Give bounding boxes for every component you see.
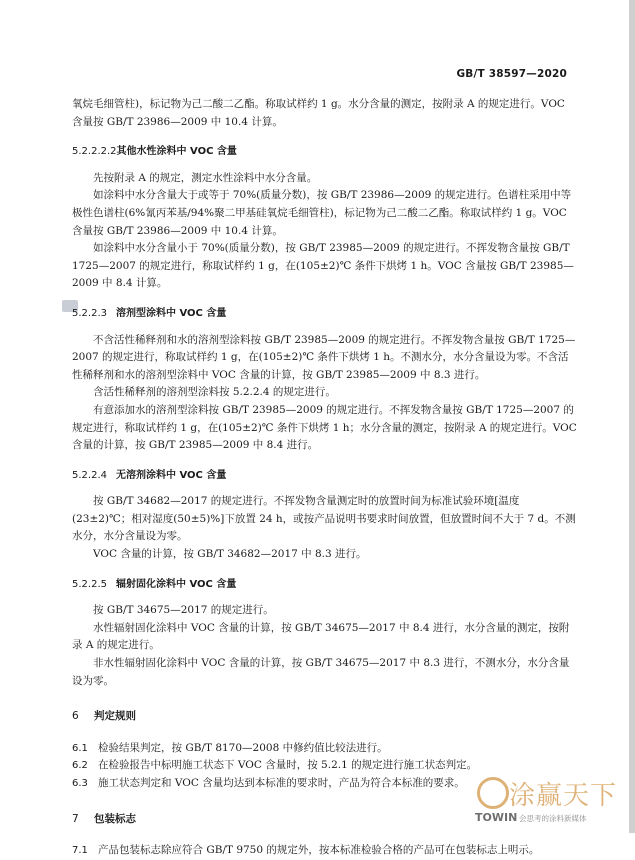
document-body <box>72 96 577 860</box>
heading-number: 5.2.2.5 <box>72 578 107 590</box>
clause-number: 6.3 <box>72 778 88 789</box>
paragraph: 含活性稀释剂的溶剂型涂料按 5.2.2.4 的规定进行。 <box>93 386 336 399</box>
heading-number: 6 <box>72 710 79 723</box>
paragraph: 按 GB/T 34675—2017 的规定进行。 <box>93 604 274 617</box>
page-edge <box>629 0 635 833</box>
clause-text: 产品包装标志除应符合 GB/T 9750 的规定外，按本标准检验合格的产品可在包装标志上明示。 <box>98 844 540 857</box>
paragraph: 水性辐射固化涂料中 VOC 含量的计算，按 GB/T 34675—2017 中 8.4 进行，水分含量的测定，按附录 A 的规定进行。 <box>72 621 570 652</box>
heading-number: 5.2.2.4 <box>72 469 107 481</box>
paragraph: 非水性辐射固化涂料中 VOC 含量的计算，按 GB/T 34675—2017 中 8.3 进行，不测水分，水分含量设为零。 <box>72 657 570 687</box>
heading-title: 无溶剂涂料中 VOC 含量 <box>116 469 227 481</box>
clause-text: 在检验报告中标明施工状态下 VOC 含量时，按 5.2.1 的规定进行施工状态判定。 <box>98 759 478 772</box>
clause-text: 施工状态判定和 VOC 含量均达到本标准的要求时，产品为符合本标准的要求。 <box>98 777 465 789</box>
clause-item <box>72 740 577 758</box>
clause-number: 6.2 <box>72 760 88 772</box>
watermark-cn: 涂赢天下 <box>509 781 618 811</box>
heading-number: 7 <box>72 812 79 825</box>
heading-title: 辐射固化涂料中 VOC 含量 <box>116 578 237 590</box>
clause-number: 6.1 <box>72 742 88 754</box>
paragraph: VOC 含量的计算，按 GB/T 34682—2017 中 8.3 进行。 <box>93 548 367 561</box>
watermark-en: TOWIN <box>475 811 518 824</box>
paragraph: 如涂料中水分含量大于或等于 70%(质量分数)，按 GB/T 23986—2009 的规定进行。色谱柱采用中等极性色谱柱(6%氰丙苯基/94%聚二甲基硅氧烷毛细管柱)，标记物为己二酸二乙酯。称取试样约 1 g。VOC 含量按 GB/T 23986—2009 中 10.4 计算。 <box>72 189 572 237</box>
paragraph: 按 GB/T 34682—2017 的规定进行。不挥发物含量测定时的放置时间为标准试验环境[温度(23±2)℃；相对湿度(50±5)%]下放置 24 h，或按产品说明书要求时间放置，但放置时间不大于 7 d。不测水分，水分含量设为零。 <box>72 495 576 543</box>
heading-number: 5.2.2.2.2 <box>72 146 117 158</box>
clause-text: 检验结果判定，按 GB/T 8170—2008 中修约值比较法进行。 <box>98 741 388 754</box>
paragraph: 如涂料中水分含量小于 70%(质量分数)，按 GB/T 23985—2009 的规定进行。不挥发物含量按 GB/T 1725—2007 的规定进行，称取试样约 1 g，在(105±2)℃ 条件下烘烤 1 h。VOC 含量按 GB/T 23985—2009 中 8.4 计算。 <box>72 242 574 290</box>
logo-ring-icon <box>477 777 509 809</box>
heading-title: 包装标志 <box>94 812 136 825</box>
paragraph: 氧烷毛细管柱)，标记物为己二酸二乙酯。称取试样约 1 g。水分含量的测定，按附录 A 的规定进行。VOC 含量按 GB/T 23986—2009 中 10.4 计算。 <box>72 98 565 128</box>
section-heading <box>72 143 577 161</box>
chapter-heading <box>72 708 577 726</box>
paragraph: 先按附录 A 的规定，测定水性涂料中水分含量。 <box>93 171 318 184</box>
section-heading <box>72 576 577 594</box>
section-heading <box>72 467 577 485</box>
heading-number: 5.2.2.3 <box>72 307 107 319</box>
watermark-slogan: 会思考的涂料新媒体 <box>519 814 587 823</box>
standard-number: GB/T 38597—2020 <box>456 68 567 80</box>
clause-number: 7.1 <box>72 845 88 857</box>
watermark-logo <box>469 773 629 831</box>
heading-title: 溶剂型涂料中 VOC 含量 <box>116 307 227 319</box>
paragraph: 有意添加水的溶剂型涂料按 GB/T 23985—2009 的规定进行。不挥发物含量按 GB/T 1725—2007 的规定进行，称取试样约 1 g，在(105±2)℃ 条件下烘烤 1 h；水分含量的测定，按附录 A 的规定进行。VOC 含量的计算，按 GB/T 23985—2009 中 8.4 进行。 <box>72 403 577 452</box>
section-heading <box>72 305 577 323</box>
heading-title: 判定规则 <box>94 710 136 723</box>
clause-item <box>72 842 577 860</box>
heading-title: 其他水性涂料中 VOC 含量 <box>116 146 237 158</box>
paragraph: 不含活性稀释剂和水的溶剂型涂料按 GB/T 23985—2009 的规定进行。不挥发物含量按 GB/T 1725—2007 的规定进行，称取试样约 1 g，在(105±2)℃ 条件下烘烤 1 h。不测水分，水分含量设为零。不含活性稀释剂和水的溶剂型涂料中 VOC 含量的计算，按 GB/T 23985—2009 中 8.3 进行。 <box>72 333 576 381</box>
